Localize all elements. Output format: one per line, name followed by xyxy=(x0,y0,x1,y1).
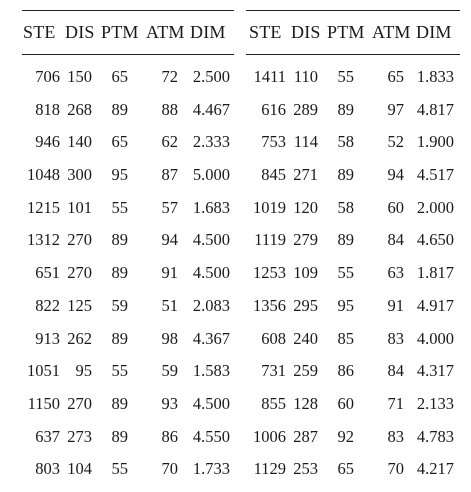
cell-dim-right: 2.000 xyxy=(416,197,454,217)
cell-ptm-right: 55 xyxy=(337,263,354,283)
cell-ptm-left: 55 xyxy=(111,197,128,217)
cell-dis-left: 125 xyxy=(67,295,92,315)
cell-ptm-right: 65 xyxy=(337,459,354,479)
cell-ste-right: 1253 xyxy=(253,263,286,283)
cell-ste-right: 1006 xyxy=(253,426,286,446)
table-row xyxy=(0,391,471,424)
cell-ptm-left: 89 xyxy=(111,426,128,446)
cell-ptm-left: 89 xyxy=(111,263,128,283)
cell-atm-left: 88 xyxy=(161,99,178,119)
cell-atm-left: 91 xyxy=(161,263,178,283)
cell-ste-left: 1215 xyxy=(27,197,60,217)
cell-dim-left: 4.500 xyxy=(192,263,230,283)
cell-dim-left: 2.083 xyxy=(192,295,230,315)
cell-dis-left: 268 xyxy=(67,99,92,119)
table-row xyxy=(0,260,471,293)
cell-ste-right: 845 xyxy=(261,165,286,185)
cell-ste-left: 1051 xyxy=(27,361,60,381)
cell-ste-right: 731 xyxy=(261,361,286,381)
cell-atm-right: 84 xyxy=(387,361,404,381)
cell-ptm-right: 89 xyxy=(337,99,354,119)
cell-dis-right: 279 xyxy=(293,230,318,250)
cell-dim-left: 1.733 xyxy=(192,459,230,479)
cell-dim-right: 1.833 xyxy=(416,67,454,86)
cell-dim-left: 1.583 xyxy=(192,361,230,381)
cell-dis-left: 270 xyxy=(67,393,92,413)
table-row xyxy=(0,358,471,391)
cell-dis-left: 104 xyxy=(67,459,92,479)
cell-dim-left: 5.000 xyxy=(192,165,230,185)
cell-atm-right: 97 xyxy=(387,99,404,119)
table-row xyxy=(0,227,471,260)
cell-ste-right: 1129 xyxy=(253,459,286,479)
cell-ste-left: 822 xyxy=(35,295,60,315)
table-row xyxy=(0,456,471,489)
header-dis-left: DIS xyxy=(65,22,95,42)
cell-dim-left: 4.500 xyxy=(192,393,230,413)
cell-dis-right: 120 xyxy=(293,197,318,217)
cell-dim-right: 4.217 xyxy=(416,459,454,479)
cell-atm-left: 98 xyxy=(161,328,178,348)
cell-dis-right: 259 xyxy=(293,361,318,381)
cell-ste-left: 913 xyxy=(35,328,60,348)
cell-ptm-left: 89 xyxy=(111,99,128,119)
top-rule-left xyxy=(22,10,234,11)
cell-dis-right: 128 xyxy=(293,393,318,413)
cell-ste-right: 1356 xyxy=(253,295,286,315)
cell-ptm-right: 85 xyxy=(337,328,354,348)
cell-atm-right: 94 xyxy=(387,165,404,185)
table-row xyxy=(0,424,471,457)
cell-dim-right: 1.900 xyxy=(416,132,454,152)
cell-dis-right: 253 xyxy=(293,459,318,479)
cell-ste-left: 818 xyxy=(35,99,60,119)
cell-atm-left: 86 xyxy=(161,426,178,446)
cell-dim-left: 4.500 xyxy=(192,230,230,250)
cell-ste-right: 1019 xyxy=(253,197,286,217)
header-ptm-left: PTM xyxy=(101,22,139,42)
table-row xyxy=(0,64,471,97)
cell-atm-left: 62 xyxy=(161,132,178,152)
cell-atm-left: 57 xyxy=(161,197,178,217)
cell-ste-left: 637 xyxy=(35,426,60,446)
table-row xyxy=(0,293,471,326)
cell-atm-right: 83 xyxy=(387,426,404,446)
cell-ste-left: 651 xyxy=(35,263,60,283)
cell-dis-left: 140 xyxy=(67,132,92,152)
cell-ste-left: 706 xyxy=(35,67,60,86)
cell-dim-right: 4.917 xyxy=(416,295,454,315)
cell-ste-left: 803 xyxy=(35,459,60,479)
cell-ste-left: 1312 xyxy=(27,230,60,250)
cell-atm-left: 94 xyxy=(161,230,178,250)
cell-dis-right: 271 xyxy=(293,165,318,185)
cell-ptm-left: 95 xyxy=(111,165,128,185)
cell-dis-right: 289 xyxy=(293,99,318,119)
cell-ste-right: 608 xyxy=(261,328,286,348)
cell-dis-left: 270 xyxy=(67,230,92,250)
cell-ptm-left: 59 xyxy=(111,295,128,315)
cell-dim-left: 4.467 xyxy=(192,99,230,119)
cell-ste-right: 855 xyxy=(261,393,286,413)
cell-atm-right: 63 xyxy=(387,263,404,283)
cell-dis-right: 114 xyxy=(293,132,318,152)
cell-dim-right: 4.317 xyxy=(416,361,454,381)
cell-atm-left: 87 xyxy=(161,165,178,185)
cell-ste-right: 1119 xyxy=(254,230,286,250)
cell-dim-right: 4.783 xyxy=(416,426,454,446)
cell-dim-left: 2.500 xyxy=(192,67,230,86)
cell-ptm-left: 55 xyxy=(111,361,128,381)
cell-atm-right: 70 xyxy=(387,459,404,479)
cell-dim-right: 4.517 xyxy=(416,165,454,185)
table-row xyxy=(0,326,471,359)
cell-ste-left: 1150 xyxy=(27,393,60,413)
cell-ste-right: 616 xyxy=(261,99,286,119)
cell-dim-left: 4.550 xyxy=(192,426,230,446)
cell-atm-right: 71 xyxy=(387,393,404,413)
cell-ptm-right: 89 xyxy=(337,230,354,250)
cell-atm-right: 83 xyxy=(387,328,404,348)
header-ste-right: STE xyxy=(249,22,282,42)
cell-ptm-right: 86 xyxy=(337,361,354,381)
cell-atm-right: 52 xyxy=(387,132,404,152)
cell-ptm-right: 55 xyxy=(337,67,354,86)
header-dis-right: DIS xyxy=(291,22,321,42)
cell-dis-left: 95 xyxy=(75,361,92,381)
cell-atm-left: 72 xyxy=(161,67,178,86)
cell-dim-left: 2.333 xyxy=(192,132,230,152)
cell-atm-left: 93 xyxy=(161,393,178,413)
cell-dis-right: 240 xyxy=(293,328,318,348)
cell-dim-right: 2.133 xyxy=(416,393,454,413)
header-dim-right: DIM xyxy=(416,22,452,42)
table-body xyxy=(0,64,471,489)
header-ste-left: STE xyxy=(23,22,56,42)
cell-dis-left: 300 xyxy=(67,165,92,185)
header-dim-left: DIM xyxy=(190,22,226,42)
cell-ptm-left: 89 xyxy=(111,230,128,250)
header-atm-right: ATM xyxy=(372,22,411,42)
cell-dis-right: 109 xyxy=(293,263,318,283)
cell-ptm-right: 89 xyxy=(337,165,354,185)
cell-dis-left: 270 xyxy=(67,263,92,283)
cell-dis-right: 110 xyxy=(293,67,318,86)
cell-atm-right: 91 xyxy=(387,295,404,315)
cell-dis-left: 101 xyxy=(67,197,92,217)
cell-ptm-right: 92 xyxy=(337,426,354,446)
header-rule-right xyxy=(246,54,460,55)
table-row xyxy=(0,129,471,162)
cell-dim-right: 4.000 xyxy=(416,328,454,348)
cell-dis-right: 287 xyxy=(293,426,318,446)
cell-atm-left: 51 xyxy=(161,295,178,315)
table-row xyxy=(0,162,471,195)
header-rule-left xyxy=(22,54,234,55)
cell-dim-left: 4.367 xyxy=(192,328,230,348)
cell-ste-left: 1048 xyxy=(27,165,60,185)
table-row xyxy=(0,97,471,130)
cell-atm-right: 65 xyxy=(387,67,404,86)
cell-dis-left: 150 xyxy=(67,67,92,86)
cell-dim-right: 1.817 xyxy=(416,263,454,283)
cell-ste-right: 753 xyxy=(261,132,286,152)
cell-atm-left: 59 xyxy=(161,361,178,381)
cell-ptm-right: 60 xyxy=(337,393,354,413)
cell-ptm-left: 55 xyxy=(111,459,128,479)
cell-ptm-right: 95 xyxy=(337,295,354,315)
cell-atm-right: 84 xyxy=(387,230,404,250)
cell-dis-right: 295 xyxy=(293,295,318,315)
top-rule-right xyxy=(246,10,460,11)
cell-ptm-left: 65 xyxy=(111,132,128,152)
cell-dis-left: 262 xyxy=(67,328,92,348)
cell-dim-left: 1.683 xyxy=(192,197,230,217)
cell-ptm-left: 65 xyxy=(111,67,128,86)
cell-ste-right: 1411 xyxy=(253,67,286,86)
cell-ptm-right: 58 xyxy=(337,132,354,152)
header-ptm-right: PTM xyxy=(327,22,365,42)
cell-dim-right: 4.817 xyxy=(416,99,454,119)
cell-dim-right: 4.650 xyxy=(416,230,454,250)
cell-dis-left: 273 xyxy=(67,426,92,446)
cell-atm-right: 60 xyxy=(387,197,404,217)
header-atm-left: ATM xyxy=(146,22,185,42)
table-row xyxy=(0,195,471,228)
cell-atm-left: 70 xyxy=(161,459,178,479)
cell-ptm-right: 58 xyxy=(337,197,354,217)
cell-ptm-left: 89 xyxy=(111,393,128,413)
cell-ste-left: 946 xyxy=(35,132,60,152)
cell-ptm-left: 89 xyxy=(111,328,128,348)
